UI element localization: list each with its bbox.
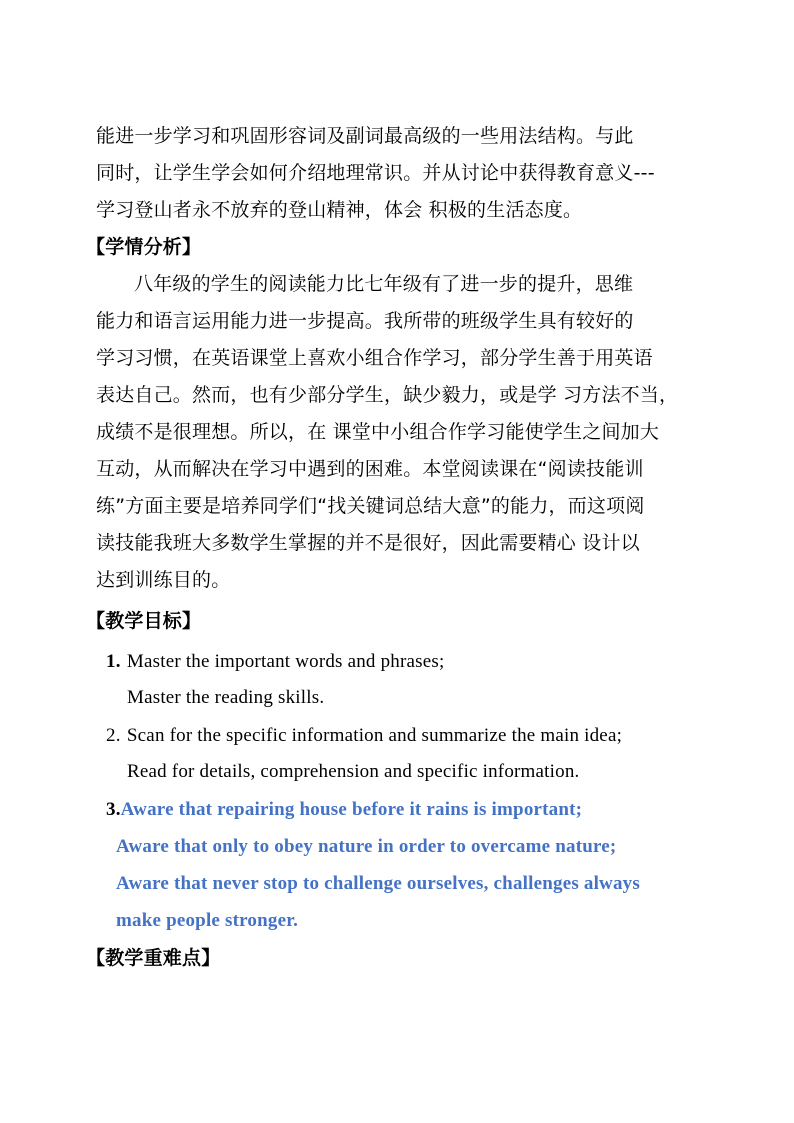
objective-3-line-2: Aware that only to obey nature in order to overcame nature; bbox=[116, 836, 617, 857]
intro-line-1: 能进一步学习和巩固形容词及副词最高级的一些用法结构。与此 bbox=[96, 125, 634, 147]
section-heading-objectives: 【教学目标】 bbox=[86, 610, 202, 632]
analysis-line-3: 学习习惯，在英语课堂上喜欢小组合作学习，部分学生善于用英语 bbox=[96, 347, 653, 369]
objective-3-line-3: Aware that never stop to challenge ourselves, challenges always bbox=[116, 873, 640, 894]
section-heading-analysis: 【学情分析】 bbox=[86, 236, 202, 258]
objective-2-line-2: Read for details, comprehension and specific information. bbox=[127, 761, 580, 782]
objective-3-line-1: Aware that repairing house before it rains is important; bbox=[120, 799, 583, 820]
objective-2-number: 2. bbox=[106, 725, 121, 746]
analysis-line-4: 表达自己。然而，也有少部分学生，缺少毅力，或是学 习方法不当， bbox=[96, 384, 679, 406]
objective-3-number: 3. bbox=[106, 799, 121, 820]
intro-line-2: 同时，让学生学会如何介绍地理常识。并从讨论中获得教育意义--- bbox=[96, 162, 655, 184]
objective-1-number: 1. bbox=[106, 651, 121, 672]
analysis-line-1: 八年级的学生的阅读能力比七年级有了进一步的提升，思维 bbox=[134, 273, 634, 295]
objective-2-line-1: Scan for the specific information and summarize the main idea; bbox=[126, 725, 623, 746]
objective-item-2 bbox=[106, 722, 622, 749]
intro-line-3: 学习登山者永不放弃的登山精神，体会 积极的生活态度。 bbox=[96, 199, 583, 221]
analysis-line-5: 成绩不是很理想。所以，在 课堂中小组合作学习能使学生之间加大 bbox=[96, 421, 660, 443]
objective-3-line-4: make people stronger. bbox=[116, 910, 299, 931]
analysis-line-7: 练”方面主要是培养同学们“找关键词总结大意”的能力，而这项阅 bbox=[96, 495, 645, 517]
analysis-line-2: 能力和语言运用能力进一步提高。我所带的班级学生具有较好的 bbox=[96, 310, 634, 332]
analysis-line-8: 读技能我班大多数学生掌握的并不是很好，因此需要精心 设计以 bbox=[96, 532, 640, 554]
analysis-line-9: 达到训练目的。 bbox=[96, 569, 231, 591]
objective-1-line-2: Master the reading skills. bbox=[127, 687, 325, 708]
section-heading-keypoints: 【教学重难点】 bbox=[86, 947, 221, 969]
analysis-line-6: 互动，从而解决在学习中遇到的困难。本堂阅读课在“阅读技能训 bbox=[96, 458, 644, 480]
objective-1-line-1: Master the important words and phrases; bbox=[126, 651, 445, 672]
objective-item-1 bbox=[106, 648, 444, 675]
objective-item-3 bbox=[106, 796, 582, 823]
